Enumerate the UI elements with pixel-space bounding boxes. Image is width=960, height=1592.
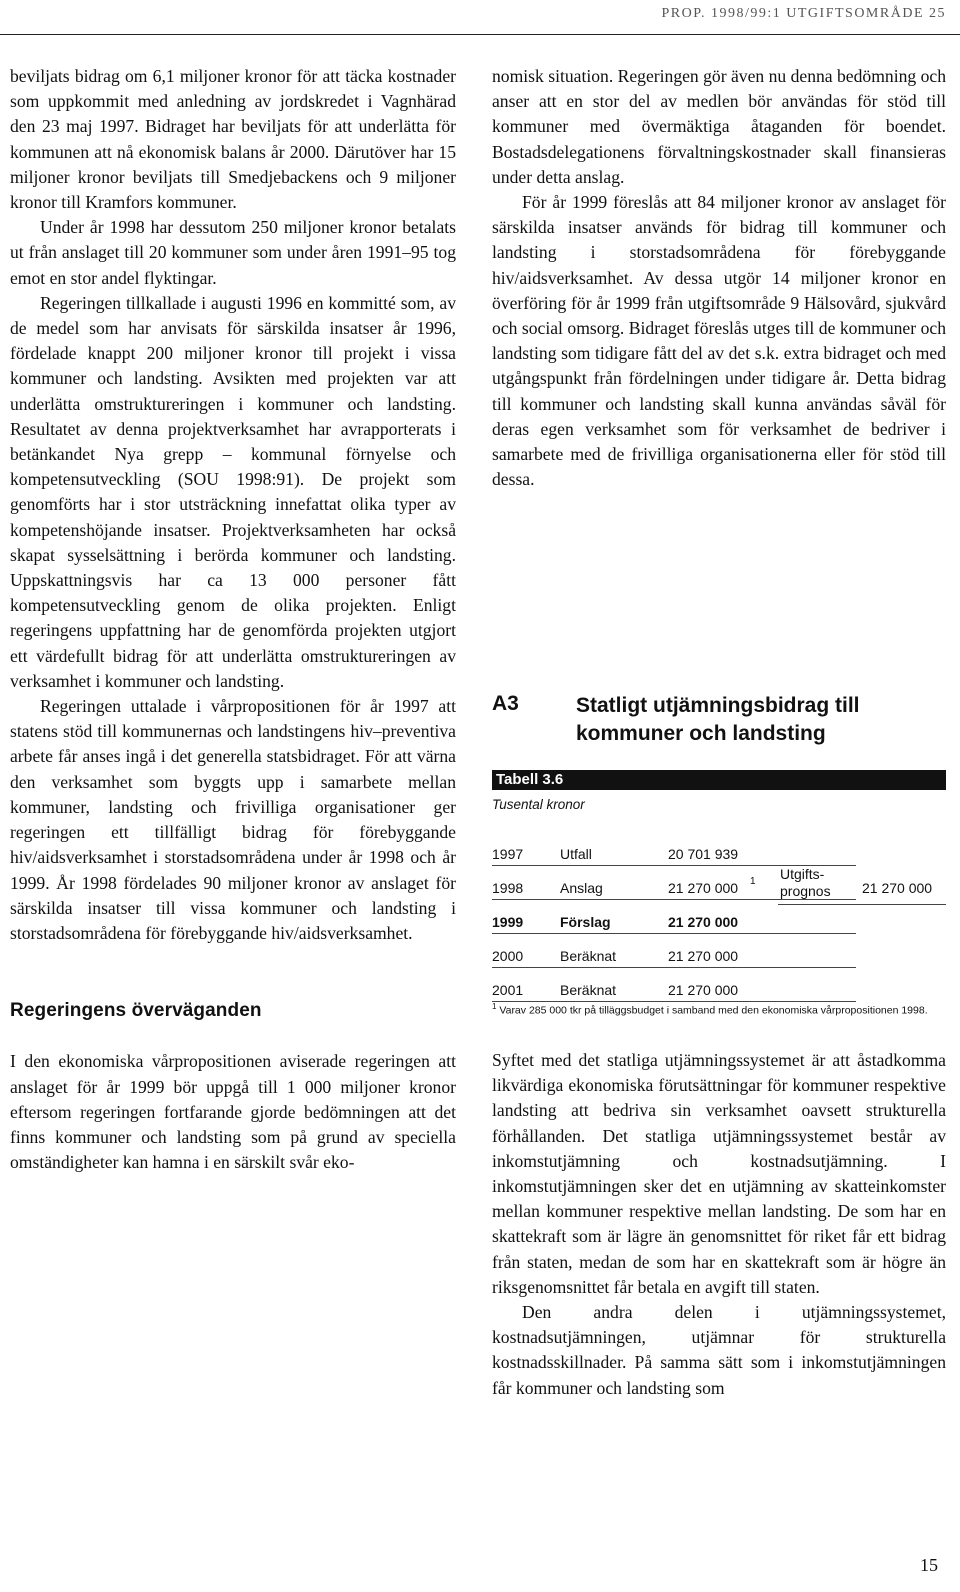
year-cell: 1998 [492, 880, 524, 896]
subheading: Regeringens överväganden [10, 1000, 262, 1022]
paragraph: Regeringen tillkallade i augusti 1996 en kommitté som, av de medel som har anvisats för särskilda insatser år 1996, fördelade knappt 200 miljoner kronor till projekt i vissa kommuner och landsting. Avsikten med projekten var att underlätta omstruktureringen i kommuner och landsting. Resultatet av denna projektverksamhet har avrapporterats i betänkandet Nya grepp – kommunal förnyelse och kompetensutveckling (SOU 1998:91). De projekt som genomförts har i stor utsträckning innefattat olika typer av kompetenshöjande insatser. Projektverksamheten har också skapat sysselsättning i berörda kommuner och landsting. Uppskattningsvis har ca 13 000 personer fått kompetensutveckling genom de olika projekten. Enligt regeringens uppfattning har de genomförda projekten utgjort ett värdefullt bidrag för att underlätta omstruktureringen av verksamhet i kommuner och landsting. [10, 292, 456, 691]
amount-cell: 21 270 000 [668, 982, 739, 998]
table-footnote [492, 1002, 946, 1017]
table-row [492, 832, 946, 866]
left-column [10, 64, 456, 1175]
paragraph: För år 1999 föreslås att 84 miljoner kronor av anslaget för särskilda insatser används för bidrag till kommuner och landsting i storstadsområdena för förebyggande hiv/aidsverksamhet. Av dessa utgör 14 miljoner kronor en överföring för år 1999 från utgiftsområde 9 Hälsovård, sjukvård och social omsorg. Bidraget föreslås utges till de kommuner och landsting som tidigare fått del av det s.k. extra bidraget och med utgångspunkt från fördelningen under tidigare år. Detta bidrag till kommuner och landsting skall kunna användas såväl för deras egen verksamhet som för verksamhet de bedriver i samarbete med de frivilliga organisationerna eller för stöd till dessa. [492, 192, 946, 490]
year-cell: 1999 [492, 914, 524, 930]
paragraph: beviljats bidrag om 6,1 miljoner kronor för att täcka kostnader som uppkommit med anledning av jordskredet i Vagnhärad den 23 maj 1997. Bidraget har beviljats för att underlätta för kommunen att nå ekonomisk balans år 2000. Därutöver har 15 miljoner kronor beviljats till Smedjebackens och 9 miljoner kronor till Kramfors kommuner. [10, 66, 456, 213]
table-row [492, 934, 946, 968]
amount-cell: 21 270 000 [668, 914, 739, 930]
table-row [492, 900, 946, 934]
footnote-marker: 1 [750, 876, 756, 887]
header-rule [0, 34, 960, 35]
paragraph: nomisk situation. Regeringen gör även nu denna bedömning och anser att en stor del av medlen bör användas för stöd till kommuner med övermäktiga åtaganden för boendet. Bostadsdelegationens förvaltningskostnader skall finansieras under detta anslag. [492, 66, 946, 187]
table-row [492, 866, 946, 900]
paragraph: Syftet med det statliga utjämningssystemet är att åstadkomma likvärdiga ekonomiska förutsättningar för kommuner respektive landsting att bedriva sin verksamhet oavsett strukturella förhållanden. Det statliga utjämningssystemet består av inkomstutjämning och kostnadsutjämning. I inkomstutjämningen sker det en utjämning av skatteinkomster mellan kommuner respektive mellan landsting. De som har en skattekraft som är lägre än genomsnittet för riket får ett bidrag från staten, medan de som har en skattekraft som är högre än riksgenomsnittet får betala en avgift till staten. [492, 1050, 946, 1297]
paragraph: Regeringen uttalade i vårpropositionen för år 1997 att statens stöd till kommunernas och landstingens hiv–preventiva arbete får anses ingå i det generella statsbidraget. För att värna den verksamhet som byggts upp i samarbete mellan kommuner, landsting och frivilliga organisationer ger regeringen ett tillfälligt bidrag för förebyggande hiv/aidsverksamhet i storstadsområdena under år 1998 och år 1999. År 1998 fördelades 90 miljoner kronor av anslaget för särskilda insatser till vissa kommuner och landsting i storstadsområdena för förebyggande hiv/aidsverksamhet. [10, 696, 456, 943]
paragraph: I den ekonomiska vårpropositionen aviserade regeringen att anslaget för år 1999 bör uppgå till 1 000 miljoner kronor eftersom regeringen fortfarande gjorde bedömningen att det finns kommuner och landsting som på grund av speciella omständigheter kan hamna i en särskilt svår eko- [10, 1051, 456, 1173]
right-column-top [492, 64, 946, 492]
budget-table [492, 832, 946, 1002]
amount-cell: 21 270 000 [668, 880, 739, 896]
amount-cell: 21 270 000 [668, 948, 739, 964]
type-cell: Beräknat [560, 948, 617, 964]
section-number: A3 [492, 692, 519, 715]
year-cell: 2001 [492, 982, 524, 998]
type-cell: Beräknat [560, 982, 617, 998]
amount-cell: 20 701 939 [668, 846, 739, 862]
type-cell: Utfall [560, 846, 592, 862]
paragraph: Under år 1998 har dessutom 250 miljoner kronor betalats ut från anslaget till 20 kommuner som under åren 1991–95 tog emot en stor andel flyktingar. [10, 217, 456, 288]
paragraph: Den andra delen i utjämningssystemet, kostnadsutjämningen, utjämnar för strukturella kostnadsskillnader. På samma sätt som i inkomstutjämningen får kommuner och landsting som [492, 1302, 946, 1398]
type-cell: Förslag [560, 914, 611, 930]
type-cell: Anslag [560, 880, 603, 896]
page-number: 15 [920, 1555, 938, 1575]
table-unit: Tusental kronor [492, 797, 585, 812]
table-label: Tabell 3.6 [496, 771, 564, 788]
prognos-amount: 21 270 000 [862, 880, 933, 896]
footnote-text: Varav 285 000 tkr på tilläggsbudget i samband med den ekonomiska vårpropositionen 1998. [499, 1004, 928, 1017]
running-head: PROP. 1998/99:1 UTGIFTSOMRÅDE 25 [661, 6, 946, 21]
footnote-number: 1 [492, 1002, 497, 1011]
year-cell: 2000 [492, 948, 524, 964]
year-cell: 1997 [492, 846, 524, 862]
right-column-bottom [492, 1048, 946, 1401]
prognos-label: Utgifts- prognos [780, 866, 831, 899]
section-title: Statligt utjämningsbidrag till kommuner och landsting [576, 694, 860, 745]
table-row [492, 968, 946, 1002]
table-label-bar [492, 770, 946, 790]
